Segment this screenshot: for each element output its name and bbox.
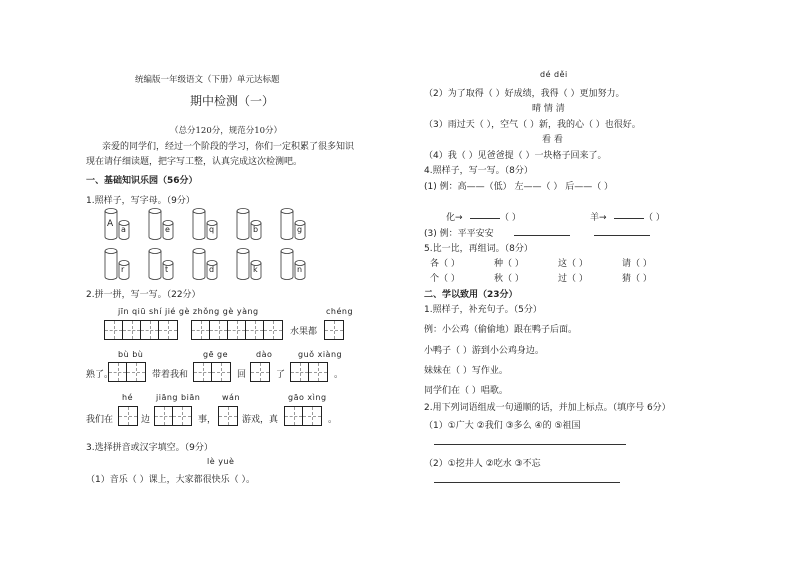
- lowercase-letter-cylinder: [294, 220, 306, 243]
- q4-line-2a: 化→: [446, 213, 463, 223]
- capital-letter-cylinder[interactable]: [148, 208, 162, 243]
- r-item-3: （3）雨过天（ ），空气（ ）新，我的心（ ）也很好。: [424, 120, 641, 130]
- q5-heading: 5.比一比，再组词。（8分）: [424, 244, 533, 254]
- q3-heading: 3.选择拼音或汉字填空。（9分）: [86, 443, 213, 453]
- p2-item-2: （2）①挖井人 ②吃水 ③不忘: [424, 459, 541, 469]
- writing-box-jiangbian[interactable]: [154, 406, 192, 426]
- lowercase-letter: k: [253, 265, 258, 274]
- q2-text-2c: 回: [237, 370, 247, 380]
- q3-item-1: （1）音乐（ ）课上，大家都很快乐（ ）。: [86, 475, 255, 485]
- capital-letter-cylinder[interactable]: [148, 248, 162, 283]
- q5-r2-c4: 猜（ ）: [622, 274, 652, 284]
- capital-letter-cylinder[interactable]: [236, 208, 250, 243]
- writing-box-gaoxing[interactable]: [284, 406, 322, 426]
- r-item-2: （2）为了取得（ ）好成绩，我得（ ）更加努力。: [424, 89, 625, 99]
- q4-blank-3[interactable]: [514, 235, 570, 236]
- q2-pinyin-1: jīn qiū shí jié gè zhǒng gè yàng: [118, 307, 259, 316]
- lowercase-letter-cylinder: [118, 220, 130, 243]
- q2-pinyin-2b: gē ge: [203, 350, 229, 359]
- r-item-4: （4）我（ ）见爸爸提（ ）一块格子回来了。: [424, 151, 607, 161]
- lowercase-letter-cylinder: [294, 260, 306, 283]
- header-line: 统编版一年级语文（下册）单元达标题: [135, 75, 280, 85]
- intro-line-2: 现在请仔细读题，把字写工整，认真完成这次检测吧。: [86, 157, 303, 167]
- capital-letter-cylinder[interactable]: [280, 208, 294, 243]
- q2-text-2a: 熟了。: [86, 370, 114, 380]
- q2-text-2e: 。: [334, 370, 344, 380]
- writing-box-wan[interactable]: [218, 406, 238, 426]
- lowercase-letter: q: [209, 225, 215, 234]
- section-2-heading: 二、学以致用（23分）: [424, 290, 518, 300]
- q2-text-3c: 事，: [198, 415, 217, 425]
- q5-r2-c3: 过（ ）: [558, 274, 588, 284]
- q2-pinyin-2a: bù bù: [118, 350, 144, 359]
- q2-text-2d: 了: [276, 370, 286, 380]
- q2-text-1: 水果都: [290, 327, 318, 337]
- q2-pinyin-3d: gāo xìng: [288, 393, 327, 402]
- q4-line-2c: 羊→: [590, 213, 607, 223]
- capital-letter-cylinder[interactable]: [192, 208, 206, 243]
- q3-pinyin: lè yuè: [207, 457, 235, 466]
- writing-box-he[interactable]: [118, 406, 138, 426]
- lowercase-letter: g: [297, 225, 303, 234]
- q4-blank-1[interactable]: [470, 218, 500, 219]
- p2-answer-line-1[interactable]: [434, 444, 626, 445]
- q4-blank-2[interactable]: [614, 218, 644, 219]
- writing-box-guoxiang[interactable]: [290, 362, 328, 382]
- q1-heading: 1.照样子，写字母。（9分）: [86, 196, 195, 206]
- writing-box-gezhonggeyang[interactable]: [191, 320, 283, 340]
- p2-heading: 2.用下列词语组成一句通顺的话，并加上标点。（填序号 6分）: [424, 403, 671, 413]
- writing-box-dao[interactable]: [250, 362, 270, 382]
- capital-letter: A: [107, 219, 114, 229]
- capital-letter-cylinder[interactable]: [192, 248, 206, 283]
- q2-text-3e: 。: [328, 415, 338, 425]
- score-note: （总分120分，规范分10分）: [170, 126, 283, 136]
- capital-letter-cylinder[interactable]: [104, 208, 118, 243]
- q5-r1-c1: 各（ ）: [430, 259, 460, 269]
- q2-pinyin-3b: jiāng biān: [156, 393, 201, 402]
- lowercase-letter-cylinder: [206, 260, 218, 283]
- q4-heading: 4.照样子，写一写。（8分）: [424, 166, 533, 176]
- r-chars-2: 看 看: [542, 135, 563, 145]
- page-title: 期中检测（一）: [190, 94, 275, 108]
- intro-line-1: 亲爱的同学们，经过一个阶段的学习，你们一定积累了很多知识: [102, 142, 355, 152]
- r-pinyin-1: dé děi: [540, 70, 568, 79]
- lowercase-letter: r: [121, 265, 125, 274]
- lowercase-letter: b: [253, 225, 259, 234]
- writing-box-jinqiushijie[interactable]: [104, 320, 178, 340]
- lowercase-letter-cylinder: [250, 220, 262, 243]
- lowercase-letter-cylinder: [118, 260, 130, 283]
- q2-text-3a: 我们在: [86, 415, 114, 425]
- writing-box-cheng[interactable]: [324, 320, 344, 340]
- q2-text-3b: 边: [141, 415, 151, 425]
- q5-r2-c2: 秋（ ）: [494, 274, 524, 284]
- q2-heading: 2.拼一拼，写一写。（22分）: [86, 290, 201, 300]
- capital-letter-cylinder[interactable]: [104, 248, 118, 283]
- writing-box-gege[interactable]: [193, 362, 231, 382]
- q2-text-2b: 带着我和: [152, 370, 189, 380]
- lowercase-letter: t: [165, 265, 169, 274]
- q4-blank-4[interactable]: [594, 235, 650, 236]
- p1-item-a: 小鸭子（ ）游到小公鸡身边。: [424, 346, 544, 356]
- p1-example: 例：小公鸡（偷偷地）跟在鸭子后面。: [424, 325, 578, 335]
- q4-line-2d: （ ）: [644, 213, 665, 223]
- q4-line-2b: （ ）: [500, 213, 521, 223]
- lowercase-letter-cylinder: [162, 220, 174, 243]
- section-1-heading: 一、基础知识乐园（56分）: [86, 176, 198, 186]
- q2-text-3d: 游戏，真: [242, 415, 279, 425]
- p2-item-1: （1）①广大 ②我们 ③多么 ④的 ⑤祖国: [424, 421, 581, 431]
- q5-r1-c2: 种（ ）: [494, 259, 524, 269]
- p1-heading: 1.照样子，补充句子。（5分）: [424, 305, 542, 315]
- lowercase-letter: e: [165, 225, 170, 234]
- q2-pinyin-2d: guǒ xiàng: [298, 350, 343, 359]
- capital-letter-cylinder[interactable]: [236, 248, 250, 283]
- lowercase-letter-cylinder: [250, 260, 262, 283]
- writing-box-bubu[interactable]: [108, 362, 146, 382]
- q2-pinyin-2c: dào: [256, 350, 273, 359]
- lowercase-letter: a: [121, 225, 126, 234]
- q5-r1-c4: 请（ ）: [622, 259, 652, 269]
- lowercase-letter-cylinder: [206, 220, 218, 243]
- q4-line-1: (1) 例：高——（低） 左——（ ） 后——（ ）: [424, 182, 614, 192]
- q4-line-3: (3) 例：平平安安: [424, 229, 494, 239]
- lowercase-letter: n: [297, 265, 303, 274]
- r-chars-1: 晴 情 清: [532, 104, 565, 114]
- q5-r1-c3: 这（ ）: [558, 259, 588, 269]
- q2-pinyin-1b: chéng: [326, 307, 354, 316]
- capital-letter-cylinder[interactable]: [280, 248, 294, 283]
- lowercase-letter: d: [209, 265, 215, 274]
- p2-answer-line-2[interactable]: [434, 482, 620, 483]
- q2-pinyin-3c: wán: [222, 393, 241, 402]
- lowercase-letter-cylinder: [162, 260, 174, 283]
- p1-item-c: 同学们在（ ）唱歌。: [424, 386, 508, 396]
- q5-r2-c1: 个（ ）: [430, 274, 460, 284]
- p1-item-b: 妹妹在（ ）写作业。: [424, 366, 508, 376]
- q2-pinyin-3a: hé: [122, 393, 133, 402]
